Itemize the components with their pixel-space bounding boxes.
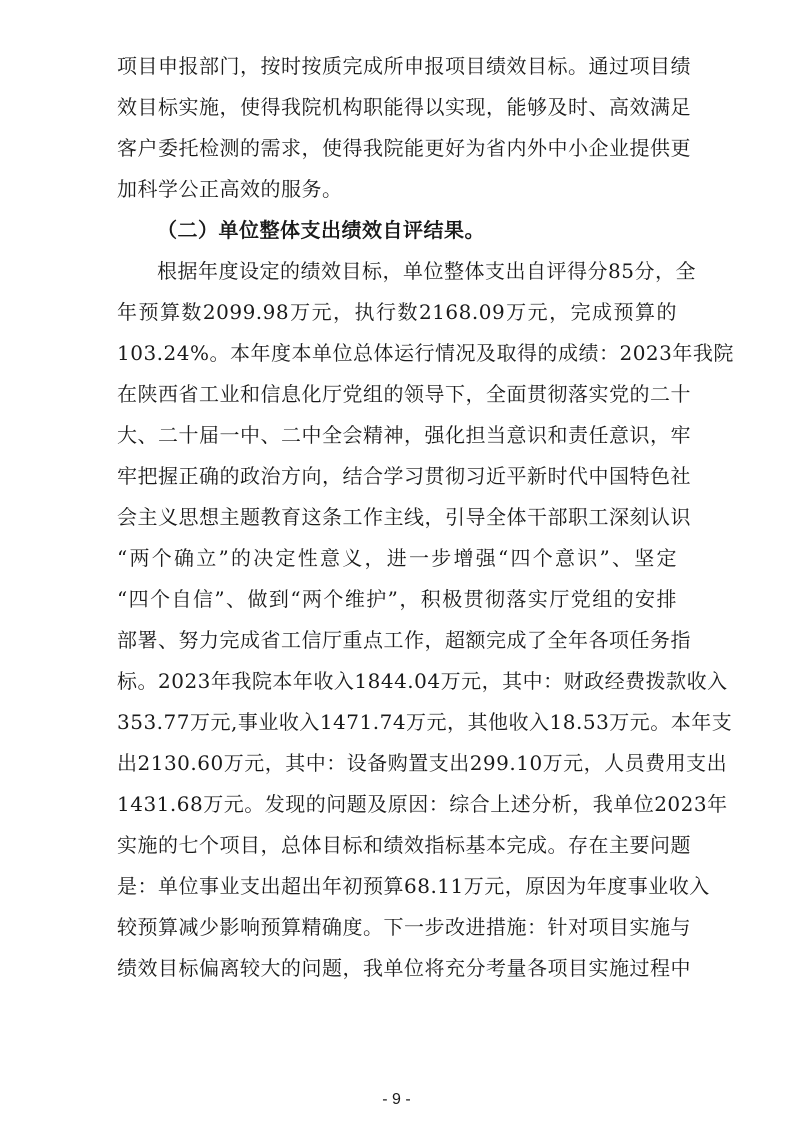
paragraph-2-line: 353.77万元,事业收入1471.74万元，其他收入18.53万元。本年支 xyxy=(117,710,733,734)
paragraph-2-line: 根据年度设定的绩效目标，单位整体支出自评得分85分，全 xyxy=(157,259,696,283)
paragraph-2-line: 在陕西省工业和信息化厅党组的领导下，全面贯彻落实党的二十 xyxy=(117,382,691,406)
paragraph-2-line: “四个自信”、做到“两个维护”，积极贯彻落实厅党组的安排 xyxy=(117,587,677,611)
paragraph-2-line: 大、二十届一中、二中全会精神，强化担当意识和责任意识，牢 xyxy=(117,423,691,447)
paragraph-2-line: 1431.68万元。发现的问题及原因：综合上述分析，我单位2023年 xyxy=(117,792,728,816)
paragraph-2-line: 会主义思想主题教育这条工作主线，引导全体干部职工深刻认识 xyxy=(117,505,691,529)
paragraph-1-line: 客户委托检测的需求，使得我院能更好为省内外中小企业提供更 xyxy=(117,136,691,160)
paragraph-2-line: 年预算数2099.98万元，执行数2168.09万元，完成预算的 xyxy=(117,300,677,324)
paragraph-2-line: 较预算减少影响预算精确度。下一步改进措施：针对项目实施与 xyxy=(117,915,691,939)
paragraph-1-line: 加科学公正高效的服务。 xyxy=(117,177,343,201)
paragraph-2-line: “两个确立”的决定性意义，进一步增强“四个意识”、坚定 xyxy=(117,546,677,570)
page-number: - 9 - xyxy=(382,1091,411,1108)
section-heading: （二）单位整体支出绩效自评结果。 xyxy=(157,218,485,242)
paragraph-2-line: 出2130.60万元，其中：设备购置支出299.10万元，人员费用支出 xyxy=(117,751,728,775)
paragraph-1-line: 项目申报部门，按时按质完成所申报项目绩效目标。通过项目绩 xyxy=(117,54,691,78)
paragraph-2-line: 部署、努力完成省工信厅重点工作，超额完成了全年各项任务指 xyxy=(117,628,691,652)
paragraph-2-line: 标。2023年我院本年收入1844.04万元，其中：财政经费拨款收入 xyxy=(117,669,728,693)
paragraph-2-line: 实施的七个项目，总体目标和绩效指标基本完成。存在主要问题 xyxy=(117,833,691,857)
paragraph-2-line: 是：单位事业支出超出年初预算68.11万元，原因为年度事业收入 xyxy=(117,874,710,898)
paragraph-2-line: 牢把握正确的政治方向，结合学习贯彻习近平新时代中国特色社 xyxy=(117,464,691,488)
paragraph-2-line: 103.24%。本年度本单位总体运行情况及取得的成绩：2023年我院 xyxy=(117,341,734,365)
paragraph-1-line: 效目标实施，使得我院机构职能得以实现，能够及时、高效满足 xyxy=(117,95,691,119)
paragraph-2-line: 绩效目标偏离较大的问题，我单位将充分考量各项目实施过程中 xyxy=(117,956,691,980)
